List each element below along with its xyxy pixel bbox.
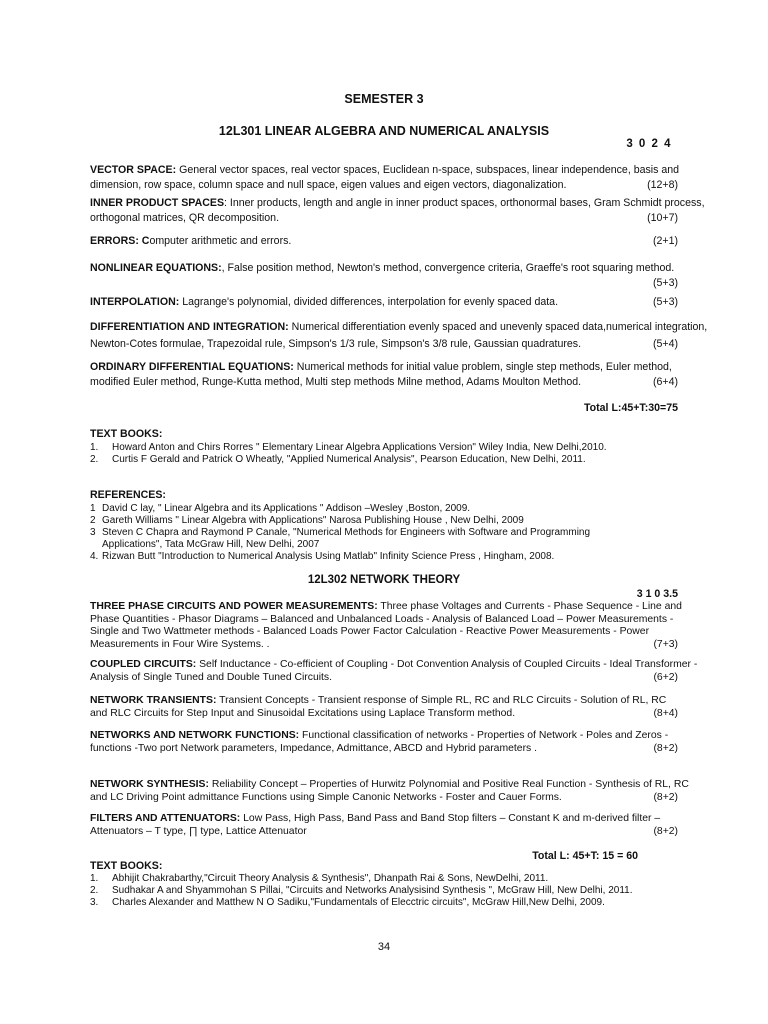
unit-text: modified Euler method, Runge-Kutta method, Multi step methods Milne method, Adams Moulton Method. [90,376,582,388]
unit-hours: (8+4) [653,707,678,719]
unit-text: Phase Quantities - Phasor Diagrams – Balanced and Unbalanced Loads - Analysis of Balanced Load – Power Measurements - [90,613,674,625]
unit-hours: (7+3) [653,638,678,650]
unit-text: Analysis of Single Tuned and Double Tuned Circuits. [90,671,333,683]
unit-heading: NETWORK TRANSIENTS: [90,695,217,706]
unit-hours: (8+2) [653,742,678,754]
unit-hours: (6+2) [653,671,678,683]
list-item: 1. Abhijit Chakrabarthy,"Circuit Theory Analysis & Synthesis", Dhanpath Rai & Sons, NewDelhi, 2011. [90,873,549,884]
unit-heading: NETWORKS AND NETWORK FUNCTIONS: [90,730,300,741]
unit-text: Self Inductance - Co-efficient of Coupling - Dot Convention Analysis of Coupled Circuits - Ideal Transformer - [199,659,698,670]
unit-heading: INNER PRODUCT SPACES [90,197,225,209]
unit-text: Newton-Cotes formulae, Trapezoidal rule, Simpson's 1/3 rule, Simpson's 3/8 rule, Gaussian quadratures. [90,338,582,350]
page-number: 34 [377,941,391,953]
unit-ode [90,360,678,390]
unit-heading: DIFFERENTIATION AND INTEGRATION: [90,321,289,333]
list-item: 3. Charles Alexander and Matthew N O Sadiku,"Fundamentals of Elecctric circuits", McGraw Hill,New Delhi, 2009. [90,897,605,908]
unit-text: orthogonal matrices, QR decomposition. [90,212,280,224]
course2-credits: 3 1 0 3.5 [636,588,678,600]
course1-textbooks-list [90,442,678,466]
unit-text: Three phase Voltages and Currents - Phase Sequence - Line and [380,601,682,612]
unit-text: Single and Two Wattmeter methods - Balanced Loads Power Factor Calculation - Reactive Power Measurements - Power [90,626,650,637]
unit-network-transients [90,695,678,720]
unit-vector-space [90,163,678,193]
unit-hours: (8+2) [653,825,678,837]
unit-text: and RLC Circuits for Step Input and Sinusoidal Excitations using Laplace Transform method. [90,707,516,719]
unit-text: Numerical differentiation evenly spaced and unevenly spaced data,numerical integration, [291,321,708,333]
course1-total: Total L:45+T:30=75 [583,402,678,414]
course1-credits: 3 0 2 4 [626,138,672,150]
list-item: 2. Curtis F Gerald and Patrick O Wheatly, "Applied Numerical Analysis", Pearson Education, New Delhi, 2011. [90,454,586,465]
unit-text: Lagrange's polynomial, divided differences, interpolation for evenly spaced data. [182,296,559,308]
unit-text: omputer arithmetic and errors. [149,235,292,247]
unit-heading: VECTOR SPACE: [90,164,177,176]
unit-inner-product [90,196,705,226]
unit-hours: (12+8) [647,179,678,191]
unit-text: Measurements in Four Wire Systems. . [90,638,270,650]
course2-title: 12L302 NETWORK THEORY [307,574,461,586]
unit-text: : Inner products, length and angle in inner product spaces, orthonormal bases, Gram Schmidt process, [224,197,705,209]
unit-hours: (2+1) [652,235,678,247]
semester-heading: SEMESTER 3 [344,92,424,106]
course1-title: 12L301 LINEAR ALGEBRA AND NUMERICAL ANALYSIS [218,124,550,138]
list-item: 2 Gareth Williams " Linear Algebra with Applications" Narosa Publishing House , New Delhi, 2009 [90,515,524,526]
unit-heading: THREE PHASE CIRCUITS AND POWER MEASUREMENTS: [90,601,378,612]
unit-heading: FILTERS AND ATTENUATORS: [90,813,241,824]
unit-text: Transient Concepts - Transient response of Simple RL, RC and RLC Circuits - Solution of RL, RC [219,695,667,706]
list-item-continuation: Applications", Tata McGraw Hill, New Delhi, 2007 [102,539,320,550]
unit-hours: (5+4) [652,338,678,350]
unit-hours: (5+3) [652,277,678,289]
unit-filters [90,813,678,838]
unit-heading: INTERPOLATION: [90,296,180,308]
unit-text: functions -Two port Network parameters, Impedance, Admittance, ABCD and Hybrid parameters . [90,742,537,754]
course1-references-list [90,503,678,563]
list-item: 1 David C lay, " Linear Algebra and its Applications " Addison –Wesley ,Boston, 2009. [90,503,471,514]
course1-textbooks-heading: TEXT BOOKS: [90,428,163,440]
unit-text: Attenuators – T type, ∏ type, Lattice Attenuator [90,825,307,837]
unit-text: General vector spaces, real vector spaces, Euclidean n-space, subspaces, linear independence, basis and [179,164,680,176]
course2-total: Total L: 45+T: 15 = 60 [532,850,638,862]
course2-textbooks-list [90,873,678,909]
unit-network-synthesis [90,779,689,804]
unit-text: and LC Driving Point admittance Functions using Simple Canonic Networks - Foster and Cauer Forms. [90,791,562,803]
unit-text: Functional classification of networks - Properties of Network - Poles and Zeros - [302,730,669,741]
course1-references-heading: REFERENCES: [90,489,166,501]
unit-heading: NETWORK SYNTHESIS: [90,779,209,790]
unit-heading: ORDINARY DIFFERENTIAL EQUATIONS: [90,361,294,373]
unit-nonlinear [90,261,678,291]
unit-hours: (10+7) [647,212,678,224]
unit-heading: ERRORS: C [90,235,150,247]
unit-text: , False position method, Newton's method, convergence criteria, Graeffe's root squaring method. [221,262,675,274]
unit-three-phase [90,601,682,651]
list-item: 1. Howard Anton and Chirs Rorres " Elementary Linear Algebra Applications Version" Wiley India, New Delhi,2010. [90,442,607,453]
unit-errors [90,234,678,249]
unit-hours: (6+4) [652,376,678,388]
unit-network-functions [90,730,678,755]
unit-hours: (8+2) [653,791,678,803]
unit-interpolation [90,295,678,310]
unit-text: Low Pass, High Pass, Band Pass and Band Stop filters – Constant K and m-derived filter – [243,813,661,824]
unit-hours: (5+3) [652,296,678,308]
unit-heading: COUPLED CIRCUITS: [90,659,197,670]
unit-text: Numerical methods for initial value problem, single step methods, Euler method, [296,361,672,373]
list-item: 4. Rizwan Butt "Introduction to Numerical Analysis Using Matlab" Infinity Science Press , Hingham, 2008. [90,551,555,562]
unit-text: Reliability Concept – Properties of Hurwitz Polynomial and Positive Real Function - Synthesis of RL, RC [211,779,689,790]
unit-heading: NONLINEAR EQUATIONS: [90,262,222,274]
unit-coupled-circuits [90,659,698,684]
list-item: 2. Sudhakar A and Shyammohan S Pillai, "Circuits and Networks Analysisind Synthesis ", McGraw Hill, New Delhi, 2011. [90,885,633,896]
list-item: 3 Steven C Chapra and Raymond P Canale, "Numerical Methods for Engineers with Software and Programming [90,527,591,538]
course2-textbooks-heading: TEXT BOOKS: [90,860,163,872]
unit-differentiation [90,320,708,352]
unit-text: dimension, row space, column space and null space, eigen values and eigen vectors, diagonalization. [90,179,567,191]
